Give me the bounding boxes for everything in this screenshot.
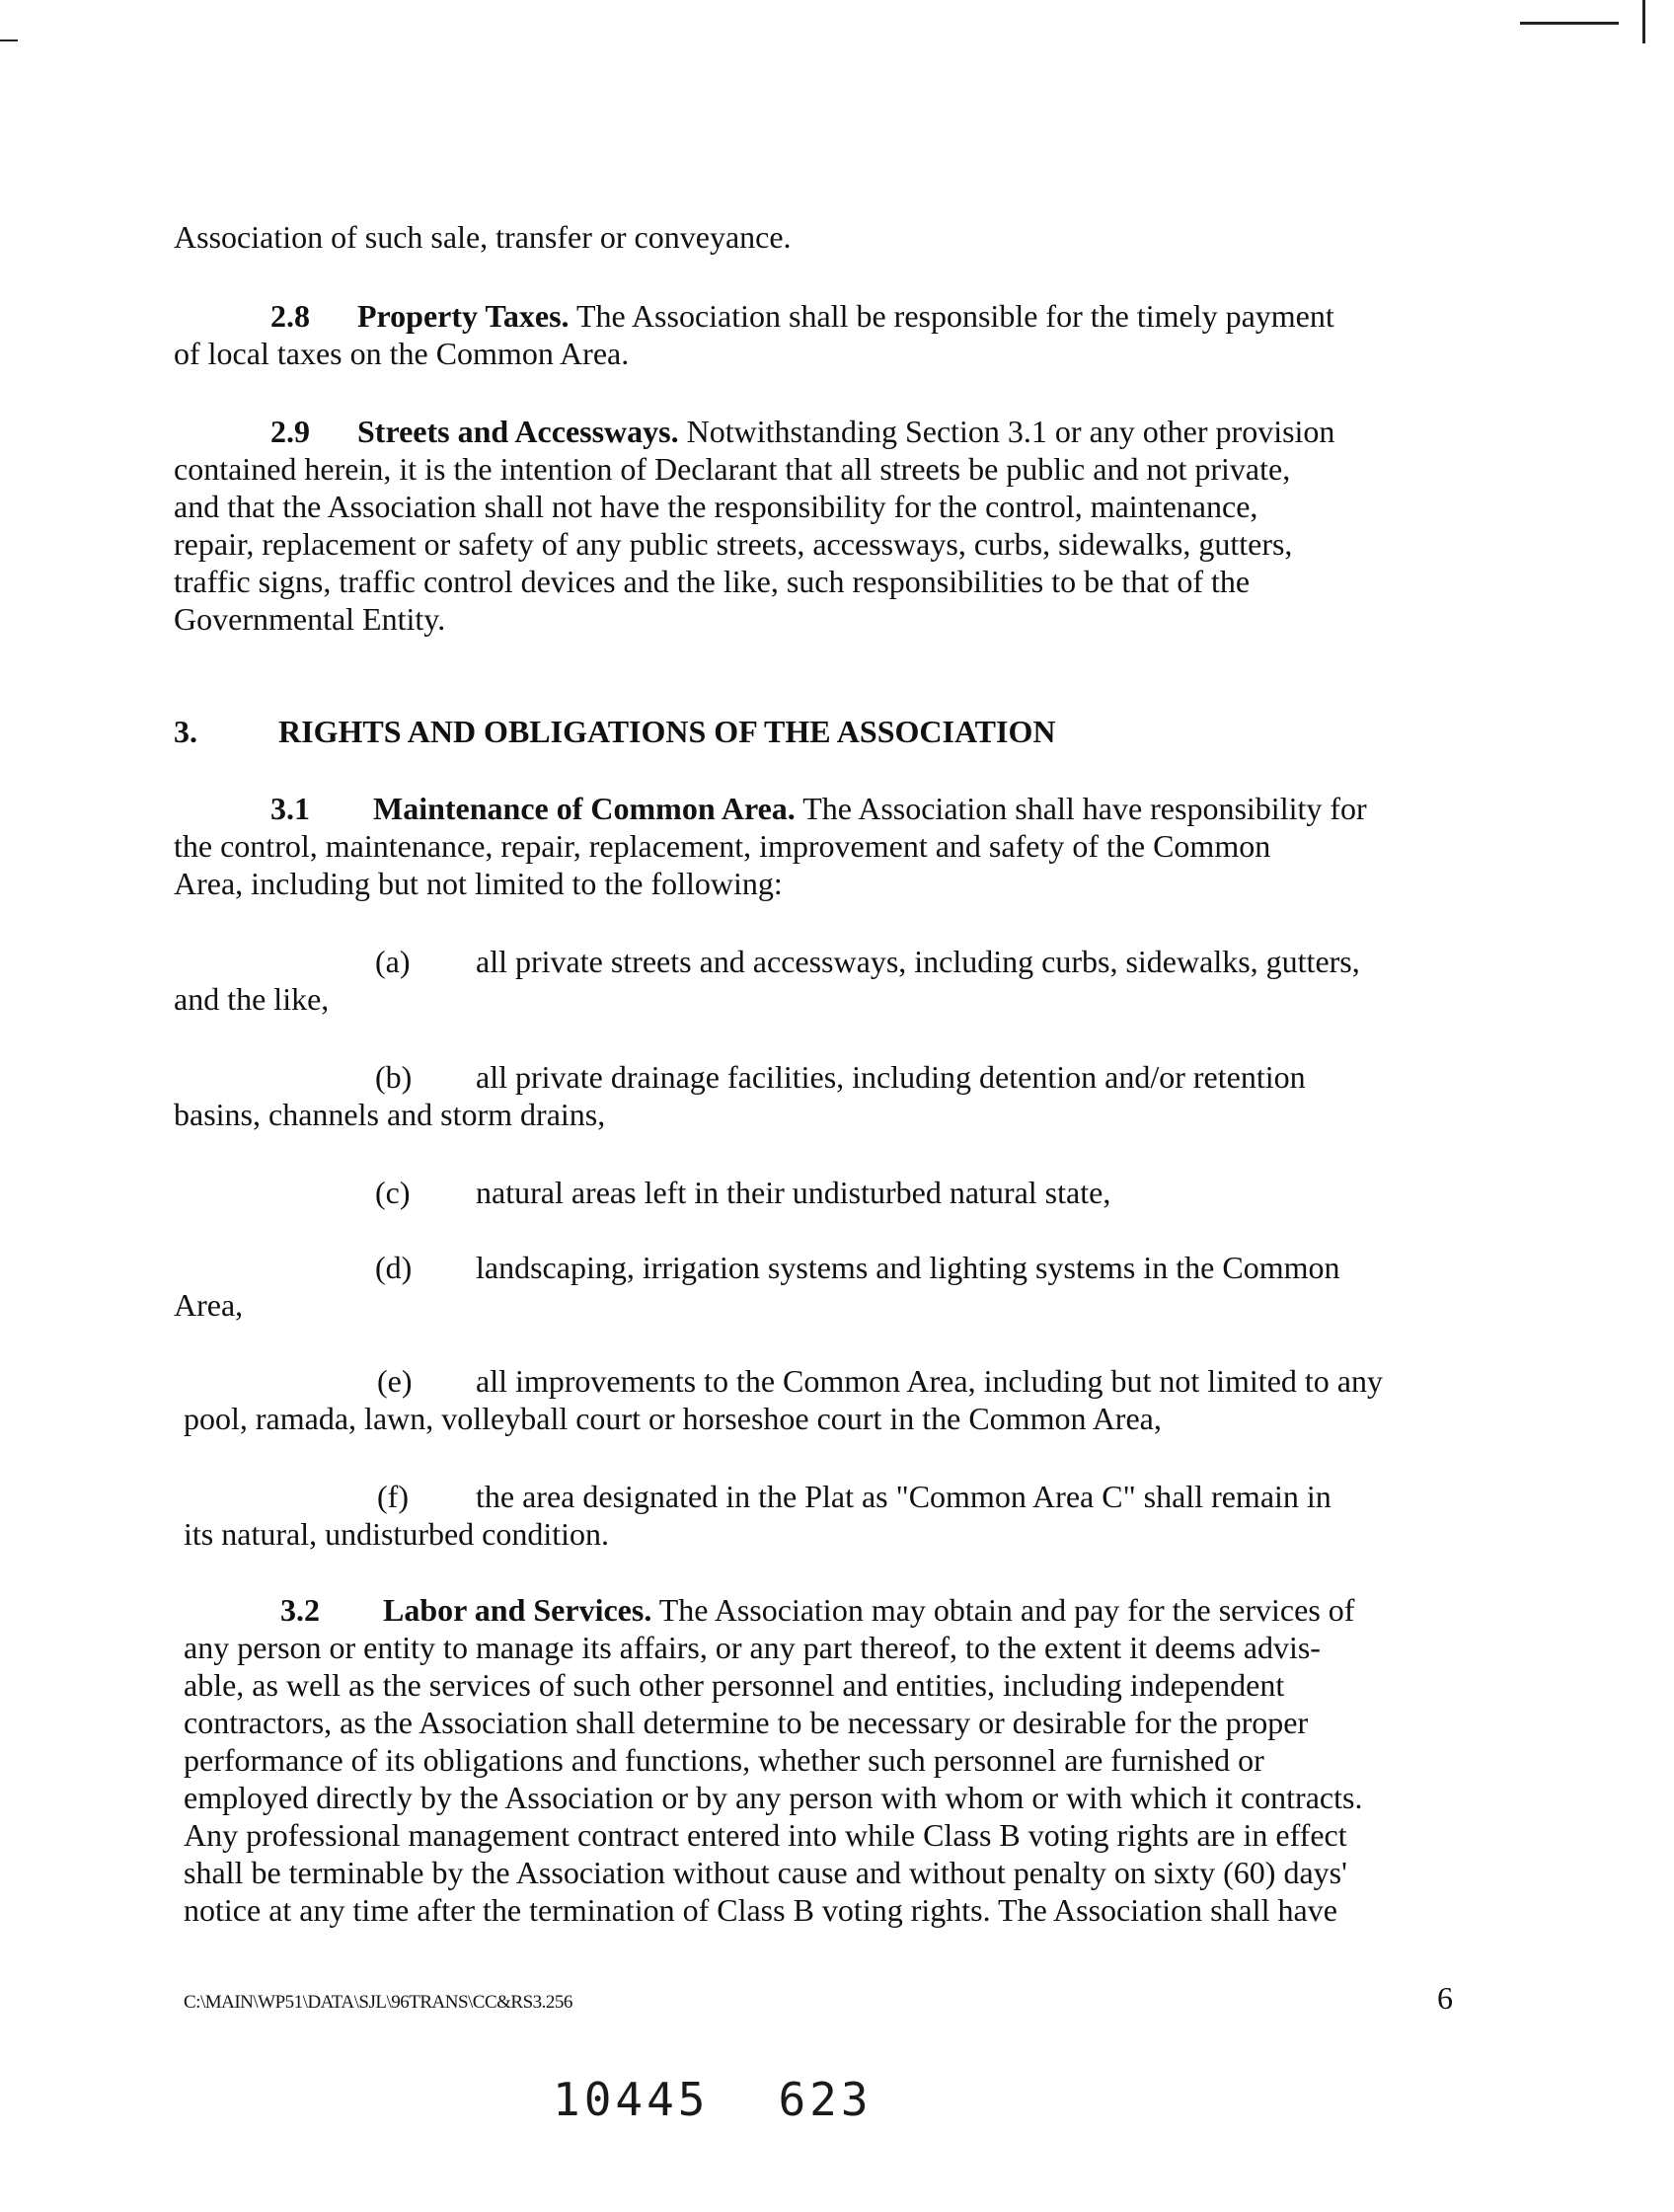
section-2-9-text-line: and that the Association shall not have the responsibility for the control, maintenance, [174,489,1258,524]
section-2-8-line-2 [174,335,1457,372]
item-d-line-2 [174,1286,1457,1324]
item-c-text: natural areas left in their undisturbed natural state, [476,1175,1111,1210]
item-e-line-1 [184,1362,1457,1400]
section-3-2-line [184,1666,1457,1704]
item-d-line-1 [174,1249,1457,1286]
item-c-line-1 [174,1174,1457,1211]
scan-mark-top-right [1520,22,1619,25]
item-f-text-2: its natural, undisturbed condition. [184,1516,610,1552]
item-d-text-2: Area, [174,1287,244,1323]
item-f-line-2 [184,1515,1467,1553]
section-3-2-text-line: able, as well as the services of such other personnel and entities, including independent [184,1667,1285,1703]
section-3-2-line [184,1891,1457,1929]
section-3-2-text-line: any person or entity to manage its affairs, or any part thereof, to the extent it deems advis- [184,1630,1321,1665]
section-3-2-text: The Association may obtain and pay for the services of [651,1592,1355,1628]
section-2-9-line [174,525,1457,563]
section-2-9-title: Streets and Accessways. [357,414,679,449]
section-2-8-text-2: of local taxes on the Common Area. [174,336,630,371]
section-2-9-text-line: Governmental Entity. [174,601,446,637]
section-2-8-line-1 [174,297,1457,335]
section-2-9-text: Notwithstanding Section 3.1 or any other provision [678,414,1335,449]
footer-file-path: C:\MAIN\WP51\DATA\SJL\96TRANS\CC&RS3.256 [184,1992,572,2013]
section-2-9-line [174,488,1457,525]
page-number: 6 [1437,1980,1453,2016]
item-f-line-1 [184,1478,1457,1515]
section-3-2-text-line: performance of its obligations and functions, whether such personnel are furnished or [184,1742,1264,1778]
section-2-9-number: 2.9 [270,414,310,449]
section-3-1-text: The Association shall have responsibility for [795,791,1367,826]
stamp-book-number: 10445 [553,2073,710,2126]
recording-stamp [553,2073,873,2126]
section-3-2-line [184,1629,1457,1666]
scan-mark-left-edge [0,39,18,41]
section-3-1-text-3: Area, including but not limited to the following: [174,866,783,901]
section-2-9-text-line: repair, replacement or safety of any public streets, accessways, curbs, sidewalks, gutters, [174,526,1293,562]
section-3-2-text-line: shall be terminable by the Association without cause and without penalty on sixty (60) days' [184,1855,1347,1890]
item-f-label: (f) [377,1479,409,1514]
section-3-2-line [184,1704,1457,1741]
item-a-line-2 [174,980,1457,1018]
item-d-label: (d) [375,1250,413,1285]
item-e-line-2 [184,1400,1467,1437]
section-3-2-text-line: notice at any time after the termination of Class B voting rights. The Association shall have [184,1892,1337,1928]
section-3-2-title: Labor and Services. [383,1592,652,1628]
section-3-2-text-line: contractors, as the Association shall determine to be necessary or desirable for the proper [184,1705,1309,1740]
section-2-8-number: 2.8 [270,298,310,334]
section-3-heading [174,713,1055,750]
item-a-line-1 [174,943,1457,980]
section-3-1-line-3 [174,865,1457,902]
item-a-text-2: and the like, [174,981,330,1017]
section-2-8-text: The Association shall be responsible for the timely payment [569,298,1334,334]
item-e-label: (e) [377,1363,413,1399]
item-e-text-2: pool, ramada, lawn, volleyball court or horseshoe court in the Common Area, [184,1401,1162,1436]
item-b-line-2 [174,1096,1457,1133]
scan-mark-right-edge [1642,0,1645,43]
section-3-2-line [184,1854,1457,1891]
item-a-label: (a) [375,944,411,979]
section-3-1-text-2: the control, maintenance, repair, replacement, improvement and safety of the Common [174,828,1271,864]
section-3-2-line [184,1741,1457,1779]
item-e-text: all improvements to the Common Area, including but not limited to any [476,1363,1383,1399]
section-3-2-line [184,1779,1457,1816]
item-c-label: (c) [375,1175,411,1210]
item-b-label: (b) [375,1059,413,1095]
section-2-9-line [174,563,1457,600]
section-3-title: RIGHTS AND OBLIGATIONS OF THE ASSOCIATION [278,714,1056,749]
section-3-1-number: 3.1 [270,791,310,826]
section-2-9-text-line: traffic signs, traffic control devices and the like, such responsibilities to be that of the [174,564,1251,599]
item-b-text: all private drainage facilities, including detention and/or retention [476,1059,1306,1095]
section-3-1-title: Maintenance of Common Area. [373,791,796,826]
section-3-1-line-1 [174,790,1457,827]
section-2-8-title: Property Taxes. [357,298,570,334]
section-3-2-text-line: Any professional management contract entered into while Class B voting rights are in effect [184,1817,1347,1853]
item-b-text-2: basins, channels and storm drains, [174,1097,606,1132]
item-a-text: all private streets and accessways, including curbs, sidewalks, gutters, [476,944,1360,979]
item-b-line-1 [174,1058,1457,1096]
stamp-page-number: 623 [778,2073,873,2126]
section-2-9-line [174,450,1457,488]
continuation-text: Association of such sale, transfer or conveyance. [174,219,792,255]
section-2-9-line-1 [174,413,1457,450]
section-3-1-line-2 [174,827,1457,865]
section-2-9-line [174,600,1457,638]
item-d-text: landscaping, irrigation systems and lighting systems in the Common [476,1250,1340,1285]
continuation-paragraph [174,218,1457,256]
item-f-text: the area designated in the Plat as "Common Area C" shall remain in [476,1479,1332,1514]
section-3-2-text-line: employed directly by the Association or by any person with whom or with which it contracts. [184,1780,1363,1815]
section-2-9-text-line: contained herein, it is the intention of Declarant that all streets be public and not private, [174,451,1291,487]
section-3-2-line [184,1816,1457,1854]
section-3-number: 3. [174,714,197,749]
section-3-2-line-1 [184,1591,1457,1629]
section-3-2-number: 3.2 [280,1592,320,1628]
